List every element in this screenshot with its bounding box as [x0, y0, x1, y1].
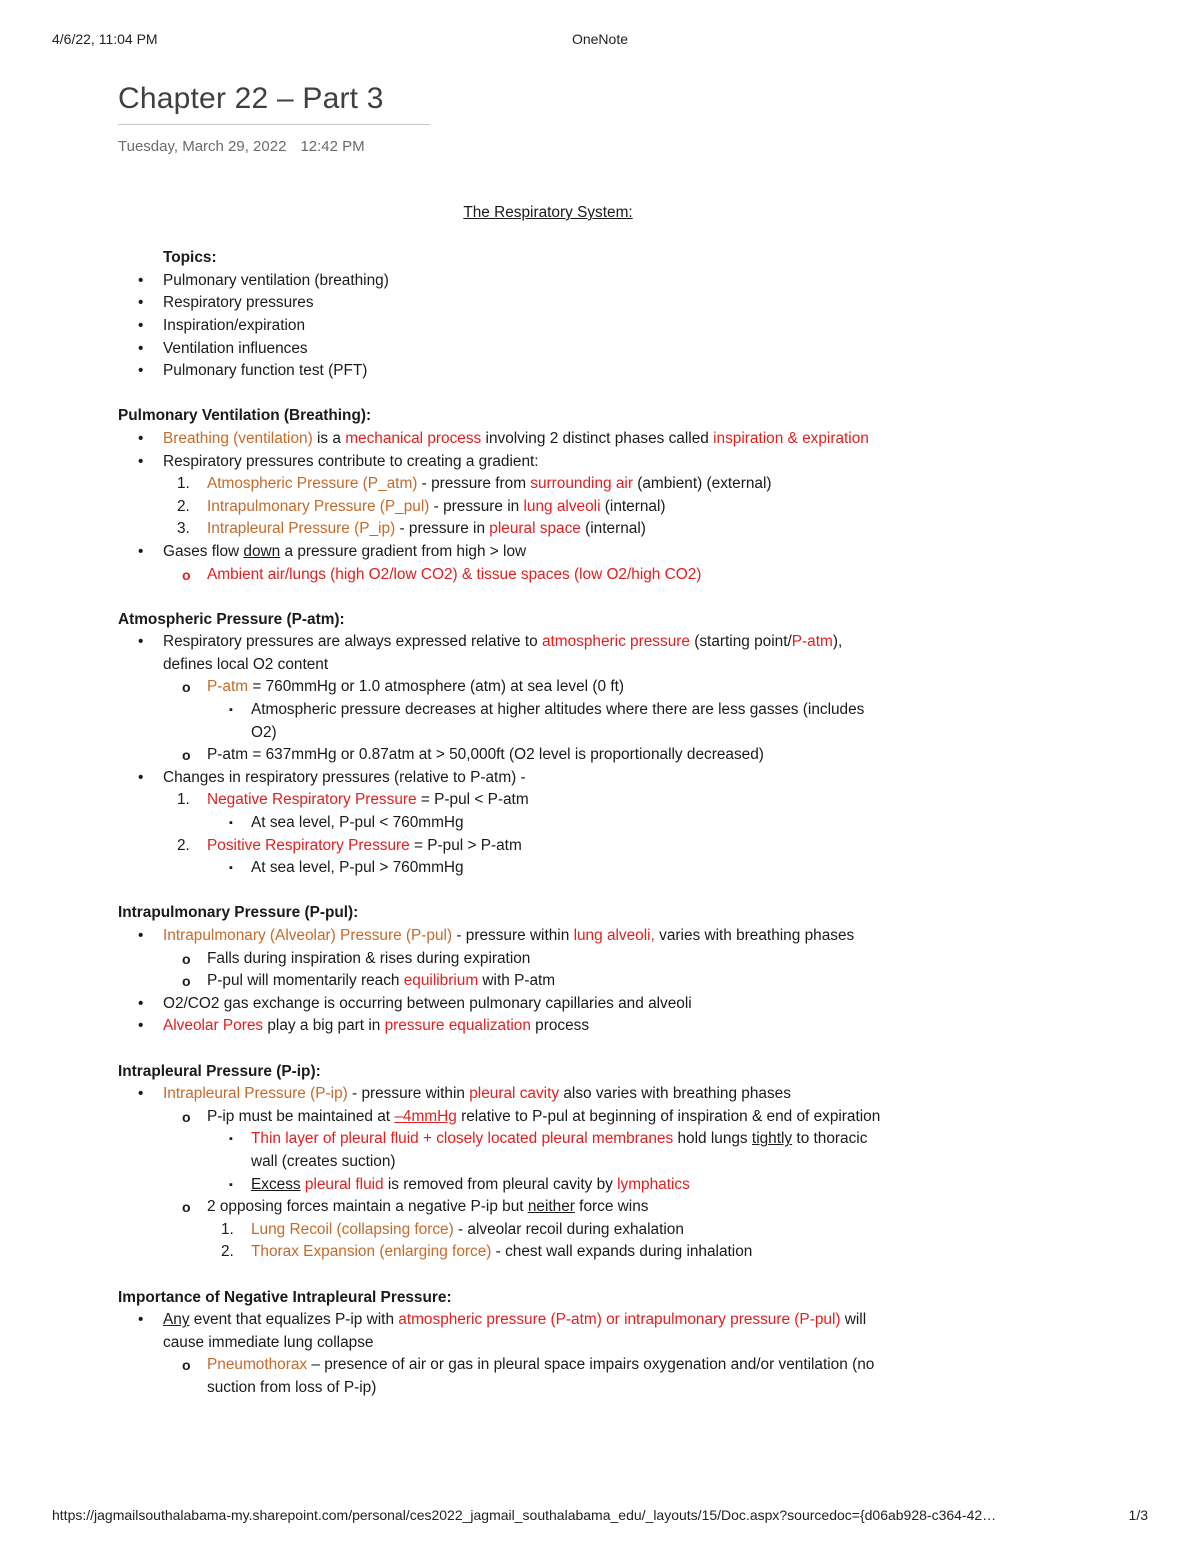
- atm-list: [118, 631, 888, 880]
- list-item: 2. Thorax Expansion (enlarging force) - chest wall expands during inhalation: [221, 1243, 753, 1261]
- print-app-name: OneNote: [571, 31, 629, 47]
- list-item: • Ventilation influences: [163, 338, 888, 361]
- list-item: • Respiratory pressures contribute to creating a gradient: 1. Atmospheric Pressure (P_atm) - pressure from surrounding air (ambient) (external) 2. Intrapulmonary Pressure (P_pul) - pressure in lung alveoli (internal) 3. Intrapleural Pressure (P_ip) - pressure in pleural space (internal): [163, 451, 888, 541]
- note-meta: [118, 138, 365, 155]
- list-item: o P-pul will momentarily reach equilibrium with P-atm: [207, 970, 888, 993]
- section-heading: Intrapleural Pressure (P-ip):: [118, 1062, 321, 1080]
- list-item: • Inspiration/expiration: [163, 315, 888, 338]
- page-number: 1/3: [1128, 1507, 1148, 1523]
- section-heading: Importance of Negative Intrapleural Pressure:: [118, 1288, 452, 1306]
- list-item: ▪ Thin layer of pleural fluid + closely located pleural membranes hold lungs tightly to thoracic wall (creates suction): [251, 1128, 888, 1173]
- list-item: o Pneumothorax – presence of air or gas in pleural space impairs oxygenation and/or ventilation (no suction from loss of P-ip): [207, 1354, 888, 1399]
- title-divider: [118, 124, 430, 125]
- list-item: • Pulmonary function test (PFT): [163, 360, 888, 383]
- pv-list: [118, 428, 888, 586]
- list-item: • Gases flow down a pressure gradient from high > low o Ambient air/lungs (high O2/low CO2) & tissue spaces (low O2/high CO2): [163, 541, 888, 586]
- note-body: [118, 202, 888, 1399]
- section-heading: Intrapulmonary Pressure (P-pul):: [118, 904, 359, 922]
- list-item: 2. Positive Respiratory Pressure = P-pul > P-atm ▪ At sea level, P-pul > 760mmHg: [207, 835, 888, 880]
- list-item: 1. Negative Respiratory Pressure = P-pul < P-atm ▪ At sea level, P-pul < 760mmHg: [207, 789, 888, 834]
- sub-list: [163, 1106, 888, 1264]
- pul-list: [118, 925, 888, 1038]
- list-item: • Changes in respiratory pressures (relative to P-atm) - 1. Negative Respiratory Pressure = P-pul < P-atm ▪ At sea level, P-pul < 760mmHg 2. Positive Respiratory Pressure = P-pul > P-atm ▪ At sea level, P-pul > 760mmHg: [163, 767, 888, 880]
- list-item: • Breathing (ventilation) is a mechanical process involving 2 distinct phases called inspiration & expiration: [163, 428, 888, 451]
- sub-sub-list: [207, 699, 888, 744]
- page-title: Chapter 22 – Part 3: [118, 82, 384, 115]
- list-item: 2. Intrapulmonary Pressure (P_pul) - pressure in lung alveoli (internal): [177, 497, 666, 515]
- list-item: • Intrapleural Pressure (P-ip) - pressure within pleural cavity also varies with breathing phases o P-ip must be maintained at –4mmHg relative to P-pul at beginning of inspiration & end of expiration ▪ Thin layer of pleural fluid + closely located pleural membranes hold lungs tightly to thoracic wall (creates suction) ▪ Excess pleural fluid is removed from pleural cavity by lymphatics o 2 opposing forces maintain a negative P-ip but neither force wins 1. Lung Recoil (collapsing force) - alveolar recoil during exhalation 2. Thorax Expansion (enlarging force) - chest wall expands during inhalation: [163, 1083, 888, 1264]
- list-item: o P-atm = 637mmHg or 0.87atm at > 50,000ft (O2 level is proportionally decreased): [207, 744, 888, 767]
- neg-list: [118, 1309, 888, 1399]
- numbered-list: [207, 1219, 888, 1264]
- numbered-list: [163, 473, 888, 541]
- list-item: 1. Lung Recoil (collapsing force) - alveolar recoil during exhalation: [221, 1220, 684, 1238]
- list-item: • Pulmonary ventilation (breathing): [163, 270, 888, 293]
- section-heading: Pulmonary Ventilation (Breathing):: [118, 407, 372, 425]
- topics-list: [118, 270, 888, 383]
- list-item: ▪ Atmospheric pressure decreases at higher altitudes where there are less gasses (includes O2): [251, 699, 888, 744]
- sub-list: [163, 564, 888, 587]
- sub-list: [163, 1354, 888, 1399]
- list-item: 3. Intrapleural Pressure (P_ip) - pressure in pleural space (internal): [177, 520, 646, 538]
- sub-sub-list: [207, 857, 888, 880]
- list-item: 1. Atmospheric Pressure (P_atm) - pressure from surrounding air (ambient) (external): [177, 475, 772, 493]
- print-url: https://jagmailsouthalabama-my.sharepoint.com/personal/ces2022_jagmail_southalabama_edu/_layouts/15/Doc.aspx?sourcedoc={d06ab928-c364-42…: [52, 1507, 997, 1523]
- ip-list: [118, 1083, 888, 1264]
- list-item: ▪ At sea level, P-pul < 760mmHg: [251, 812, 888, 835]
- sub-list: [163, 948, 888, 993]
- list-item: ▪ At sea level, P-pul > 760mmHg: [251, 857, 888, 880]
- section-heading: Atmospheric Pressure (P-atm):: [118, 610, 345, 628]
- list-item: o 2 opposing forces maintain a negative P-ip but neither force wins 1. Lung Recoil (collapsing force) - alveolar recoil during exhalation 2. Thorax Expansion (enlarging force) - chest wall expands during inhalation: [207, 1196, 888, 1264]
- list-item: • Any event that equalizes P-ip with atmospheric pressure (P-atm) or intrapulmonary pressure (P-pul) will cause immediate lung collapse o Pneumothorax – presence of air or gas in pleural space impairs oxygenation and/or ventilation (no suction from loss of P-ip): [163, 1309, 888, 1399]
- list-item: • Respiratory pressures: [163, 292, 888, 315]
- list-item: o P-atm = 760mmHg or 1.0 atmosphere (atm) at sea level (0 ft) ▪ Atmospheric pressure decreases at higher altitudes where there are less gasses (includes O2): [207, 676, 888, 744]
- note-time: 12:42 PM: [300, 138, 365, 155]
- sub-sub-list: [207, 812, 888, 835]
- topics-label: Topics:: [163, 249, 217, 267]
- numbered-list: [163, 789, 888, 879]
- list-item: o Ambient air/lungs (high O2/low CO2) & tissue spaces (low O2/high CO2): [207, 564, 888, 587]
- list-item: ▪ Excess pleural fluid is removed from pleural cavity by lymphatics: [251, 1174, 888, 1197]
- list-item: o Falls during inspiration & rises during expiration: [207, 948, 888, 971]
- list-item: • Intrapulmonary (Alveolar) Pressure (P-pul) - pressure within lung alveoli, varies with breathing phases o Falls during inspiration & rises during expiration o P-pul will momentarily reach equilibrium with P-atm: [163, 925, 888, 993]
- print-timestamp: 4/6/22, 11:04 PM: [52, 31, 158, 47]
- sub-sub-list: [207, 1128, 888, 1196]
- list-item: • O2/CO2 gas exchange is occurring between pulmonary capillaries and alveoli: [163, 993, 888, 1016]
- body-heading: The Respiratory System:: [463, 204, 633, 221]
- list-item: • Alveolar Pores play a big part in pressure equalization process: [163, 1015, 888, 1038]
- note-date: Tuesday, March 29, 2022: [118, 138, 287, 155]
- list-item: • Respiratory pressures are always expressed relative to atmospheric pressure (starting point/P-atm), defines local O2 content o P-atm = 760mmHg or 1.0 atmosphere (atm) at sea level (0 ft) ▪ Atmospheric pressure decreases at higher altitudes where there are less gasses (includes O2) o P-atm = 637mmHg or 0.87atm at > 50,000ft (O2 level is proportionally decreased): [163, 631, 888, 767]
- list-item: o P-ip must be maintained at –4mmHg relative to P-pul at beginning of inspiration & end of expiration ▪ Thin layer of pleural fluid + closely located pleural membranes hold lungs tightly to thoracic wall (creates suction) ▪ Excess pleural fluid is removed from pleural cavity by lymphatics: [207, 1106, 888, 1196]
- sub-list: [163, 676, 888, 766]
